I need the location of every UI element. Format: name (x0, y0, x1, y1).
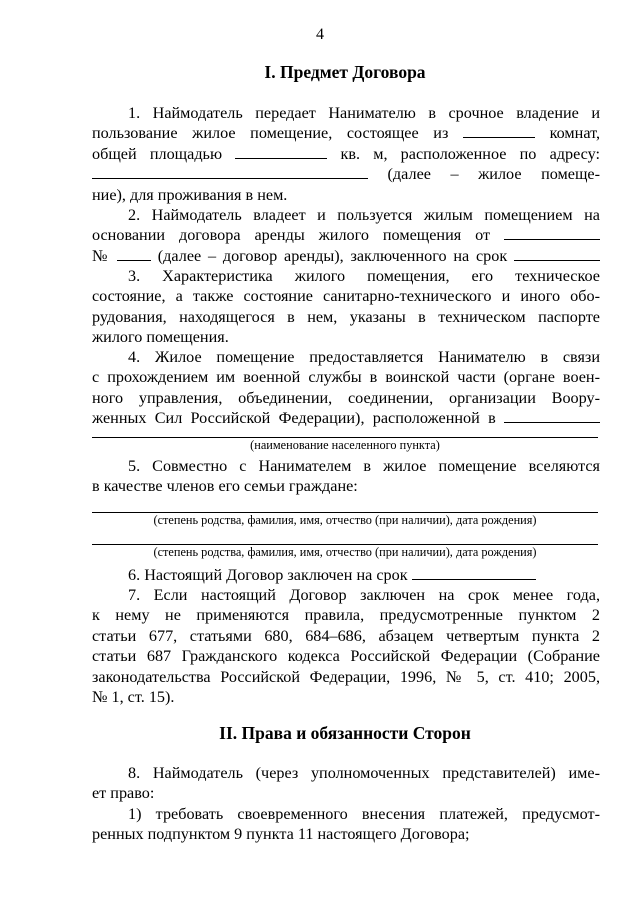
paragraph-6 (92, 565, 600, 585)
p2-line-1: 2. Наймодатель владеет и пользуется жилым помещением на (128, 206, 600, 224)
p8-line-2: ет право: (92, 784, 155, 803)
p2-line-3: № (далее – договор аренды), заключенного на срок (92, 246, 600, 266)
rooms-blank[interactable] (463, 136, 535, 138)
p4-line-2: с прохождением им военной службы в воинской части (органе воен- (92, 368, 600, 387)
p4-line-4: женных Сил Российской Федерации), расположенной в (92, 408, 600, 428)
lease-term-blank[interactable] (514, 259, 600, 261)
p1-line-5: ние), для проживания в нем. (92, 185, 288, 204)
area-blank[interactable] (235, 157, 327, 159)
p1-line-4: (далее – жилое помеще- (92, 164, 600, 184)
p8-line-1: 8. Наймодатель (через уполномоченных представителей) име- (128, 764, 600, 782)
address-blank[interactable] (92, 177, 368, 179)
p7-line-1: 7. Если настоящий Договор заключен на срок менее года, (128, 586, 600, 604)
p7-line-3: статьи 677, статьями 680, 684–686, абзацем четвертым пункта 2 (92, 626, 600, 645)
p5-line-2: в качестве членов его семьи граждане: (92, 477, 358, 496)
section-1-title: I. Предмет Договора (264, 62, 426, 82)
family-member-1-caption: (степень родства, фамилия, имя, отчество (при наличии), дата рождения) (153, 513, 537, 527)
p7-line-4: статьи 687 Гражданского кодекса Российской Федерации (Собрание (92, 647, 600, 666)
p8-1-line-1: 1) требовать своевременного внесения платежей, предусмот- (128, 805, 600, 823)
page-number: 4 (316, 26, 324, 43)
p3-line-3: рудования, находящегося в нем, указаны в техническом паспорте (92, 307, 600, 326)
section-2-title: II. Права и обязанности Сторон (219, 723, 471, 743)
lease-number-blank[interactable] (117, 259, 151, 261)
lease-date-blank[interactable] (504, 238, 600, 240)
p1-line-3: общей площадью кв. м, расположенное по адресу: (92, 144, 601, 163)
p3-line-1: 3. Характеристика жилого помещения, его техническое (128, 267, 600, 285)
paragraph-8 (92, 763, 600, 804)
family-member-2-caption: (степень родства, фамилия, имя, отчество (при наличии), дата рождения) (153, 545, 537, 559)
p5-line-1: 5. Совместно с Нанимателем в жилое помещение вселяются (128, 457, 600, 475)
paragraph-5 (92, 456, 600, 497)
contract-term-blank[interactable] (412, 578, 536, 580)
p3-line-2: состояние, а также состояние санитарно-технического и иного обо- (92, 287, 600, 306)
paragraph-7 (92, 585, 600, 707)
p7-line-6: № 1, ст. 15). (92, 688, 175, 707)
p1-line-2: пользование жилое помещение, состоящее из комнат, (92, 124, 601, 143)
settlement-caption: (наименование населенного пункта) (250, 438, 440, 452)
p7-line-5: законодательства Российской Федерации, 1996, № 5, ст. 410; 2005, (92, 667, 600, 686)
paragraph-8-1 (92, 804, 600, 845)
p2-line-2: основании договора аренды жилого помещения от (92, 225, 600, 245)
paragraph-2 (92, 205, 600, 266)
p3-line-4: жилого помещения. (92, 328, 229, 347)
paragraph-3 (92, 266, 600, 348)
location-blank[interactable] (504, 421, 600, 423)
p4-line-1: 4. Жилое помещение предоставляется Нанимателю в связи (128, 348, 600, 366)
p1-line-1: 1. Наймодатель передает Нанимателю в срочное владение и (128, 104, 600, 122)
p4-line-3: ного управления, объединении, соединении, организации Воору- (92, 388, 600, 407)
p7-line-2: к нему не применяются правила, предусмотренные пунктом 2 (92, 606, 600, 625)
paragraph-4 (92, 347, 600, 429)
p6-line-1: 6. Настоящий Договор заключен на срок (92, 565, 600, 585)
p8-1-line-2: ренных подпунктом 9 пункта 11 настоящего Договора; (92, 825, 470, 844)
paragraph-1 (92, 103, 600, 205)
